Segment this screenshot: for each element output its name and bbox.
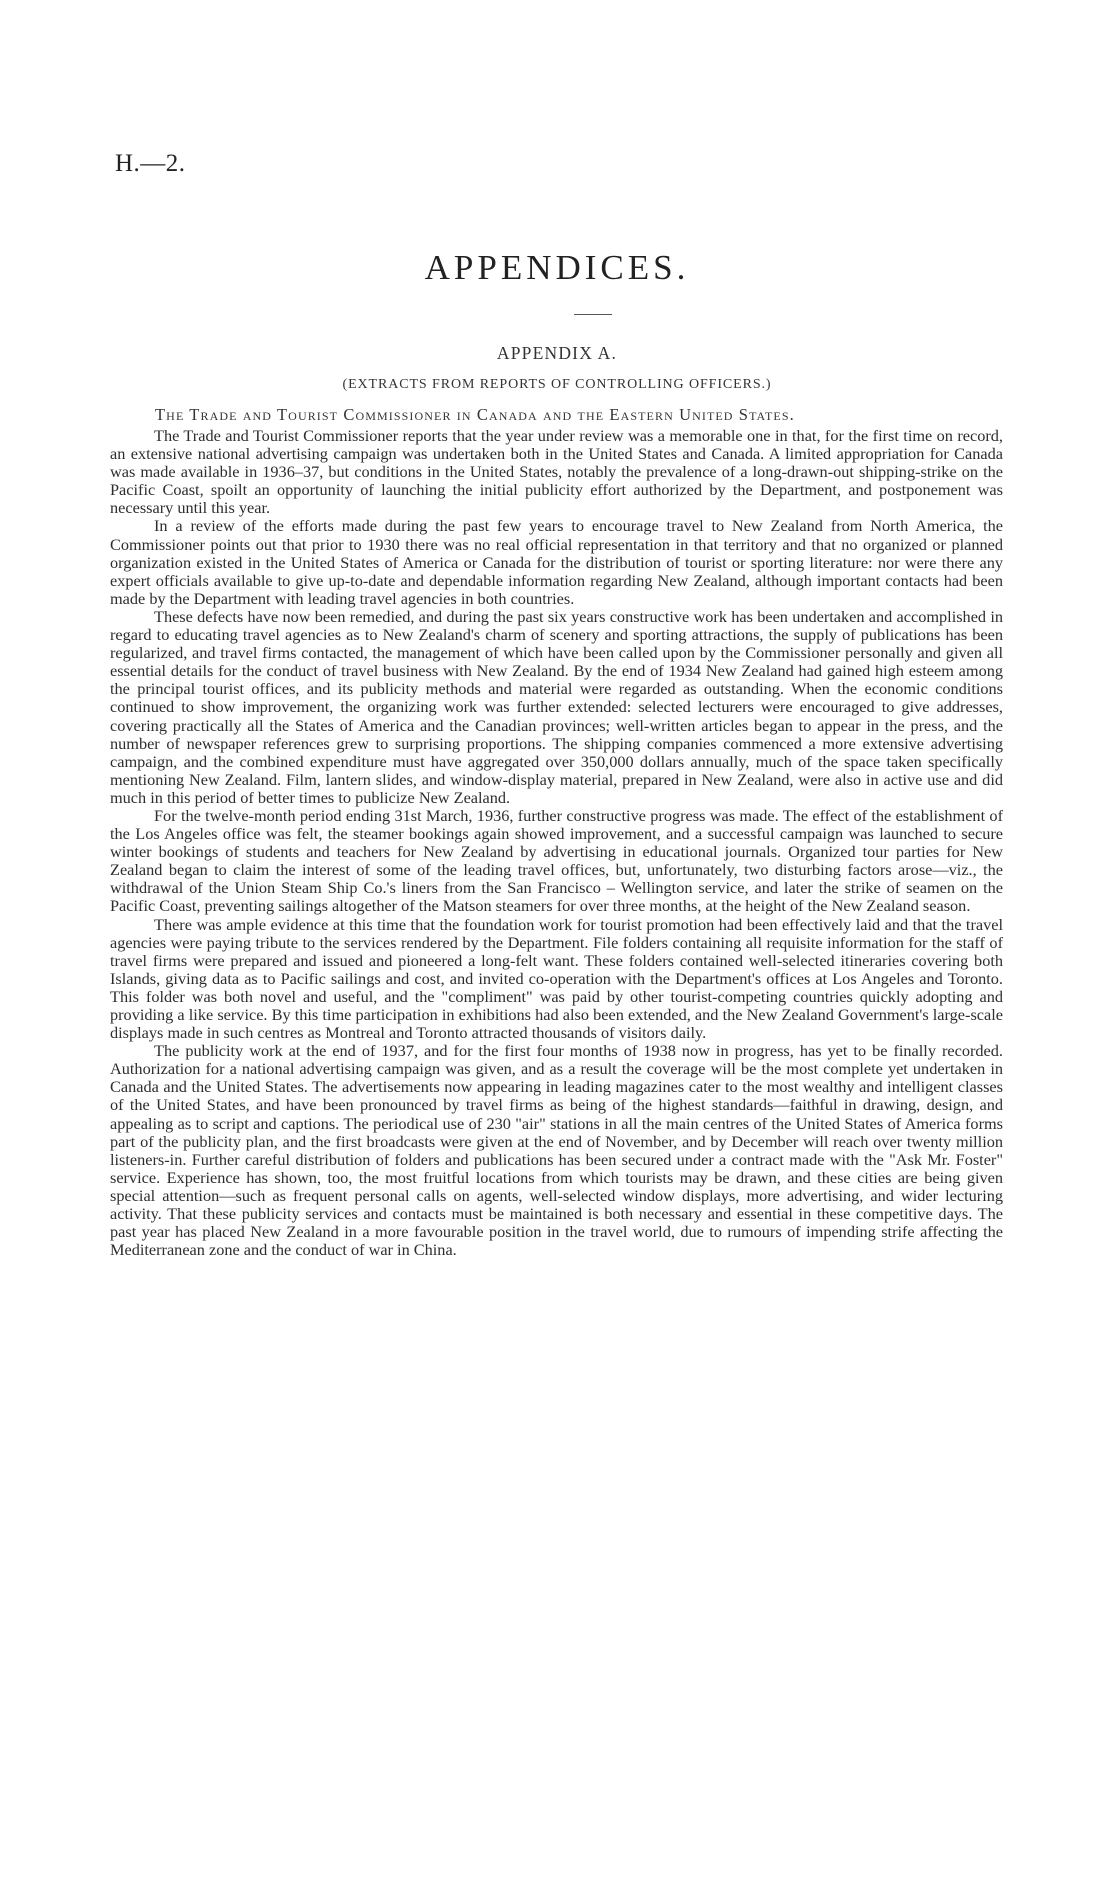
paragraph: The Trade and Tourist Commissioner reports that the year under review was a memorable one in that, for the first time on record, an extensive national advertising campaign was undertaken both in the United States and Canada. A limited appropriation for Canada was made available in 1936–37, but conditions in the United States, notably the prevalence of a long-drawn-out shipping-strike on the Pacific Coast, spoilt an opportunity of launching the initial publicity effort authorized by the Department, and postponement was necessary until this year. — [110, 426, 1003, 518]
paragraph: In a review of the efforts made during the past few years to encourage travel to New Zealand from North America, the Commissioner points out that prior to 1930 there was no real official representation in that territory and that no organized or planned organization existed in the United States of America or Canada for the distribution of tourist or sporting literature: nor were there any expert officials available to give up-to-date and dependable information regarding New Zealand, although important contacts had been made by the Department with leading travel agencies in both countries. — [110, 516, 1003, 608]
body-text — [110, 427, 1003, 1259]
paragraph: The publicity work at the end of 1937, and for the first four months of 1938 now in progress, has yet to be finally recorded. Authorization for a national advertising campaign was given, and as a result the coverage will be the most complete yet undertaken in Canada and the United States. The advertisements now appearing in leading magazines cater to the most wealthy and intelligent classes of the United States, and have been pronounced by travel firms as being of the highest standards—faithful in drawing, design, and appealing as to script and captions. The periodical use of 230 "air" stations in all the main centres of the United States of America forms part of the publicity plan, and the first broadcasts were given at the end of November, and by December will reach over twenty million listeners-in. Further careful distribution of folders and publications has been secured under a contract made with the "Ask Mr. Foster" service. Experience has shown, too, the most fruitful locations from which tourists may be drawn, and these cities are being given special attention—such as frequent personal calls on agents, well-selected window displays, more advertising, and wider lecturing activity. That these publicity services and contacts must be maintained is both necessary and essential in these competitive days. The past year has placed New Zealand in a more favourable position in the travel world, due to rumours of impending strife affecting the Mediterranean zone and the conduct of war in China. — [110, 1041, 1003, 1260]
title-divider — [574, 314, 612, 315]
paragraph: For the twelve-month period ending 31st March, 1936, further constructive progress was made. The effect of the establishment of the Los Angeles office was felt, the steamer bookings again showed improvement, and a successful campaign was launched to secure winter bookings of students and teachers for New Zealand by advertising in educational journals. Organized tour parties for New Zealand began to claim the interest of some of the leading travel offices, but, unfortunately, two disturbing factors arose—viz., the withdrawal of the Union Steam Ship Co.'s liners from the San Francisco – Wellington service, and later the strike of seamen on the Pacific Coast, preventing sailings altogether of the Matson steamers for over three months, at the height of the New Zealand season. — [110, 805, 1003, 916]
appendix-subtitle: (EXTRACTS FROM REPORTS OF CONTROLLING OFFICERS.) — [342, 377, 772, 392]
page-title: APPENDICES. — [424, 248, 690, 287]
section-heading: The Trade and Tourist Commissioner in Canada and the Eastern United States. — [155, 405, 795, 424]
paragraph: There was ample evidence at this time that the foundation work for tourist promotion had been effectively laid and that the travel agencies were paying tribute to the services rendered by the Department. File folders containing all requisite information for the staff of travel firms were prepared and issued and pioneered a long-felt want. These folders contained well-selected itineraries covering both Islands, giving data as to Pacific sailings and cost, and invited co-operation with the Department's offices at Los Angeles and Toronto. This folder was both novel and useful, and the "compliment" was paid by other tourist-competing countries quickly adopting and providing a like service. By this time participation in exhibitions had also been extended, and the New Zealand Government's large-scale displays made in such centres as Montreal and Toronto attracted thousands of visitors daily. — [110, 914, 1003, 1043]
paragraph: These defects have now been remedied, and during the past six years constructive work has been undertaken and accomplished in regard to educating travel agencies as to New Zealand's charm of scenery and sporting attractions, the supply of publications has been regularized, and travel firms contacted, the management of which have been called upon by the Commissioner personally and given all essential details for the conduct of travel business with New Zealand. By the end of 1934 New Zealand had gained high esteem among the principal tourist offices, and its publicity methods and material were regarded as outstanding. When the economic conditions continued to show improvement, the organizing work was further extended: selected lecturers were encouraged to give addresses, covering practically all the States of America and the Canadian provinces; well-written articles began to appear in the press, and the number of newspaper references grew to surprising proportions. The shipping companies commenced a more extensive advertising campaign, and the combined expenditure must have aggregated over 350,000 dollars annually, much of the space taken specifically mentioning New Zealand. Film, lantern slides, and window-display material, prepared in New Zealand, were also in active use and did much in this period of better times to publicize New Zealand. — [110, 606, 1003, 807]
page-reference: H.—2. — [115, 150, 186, 177]
appendix-label: APPENDIX A. — [496, 343, 618, 363]
